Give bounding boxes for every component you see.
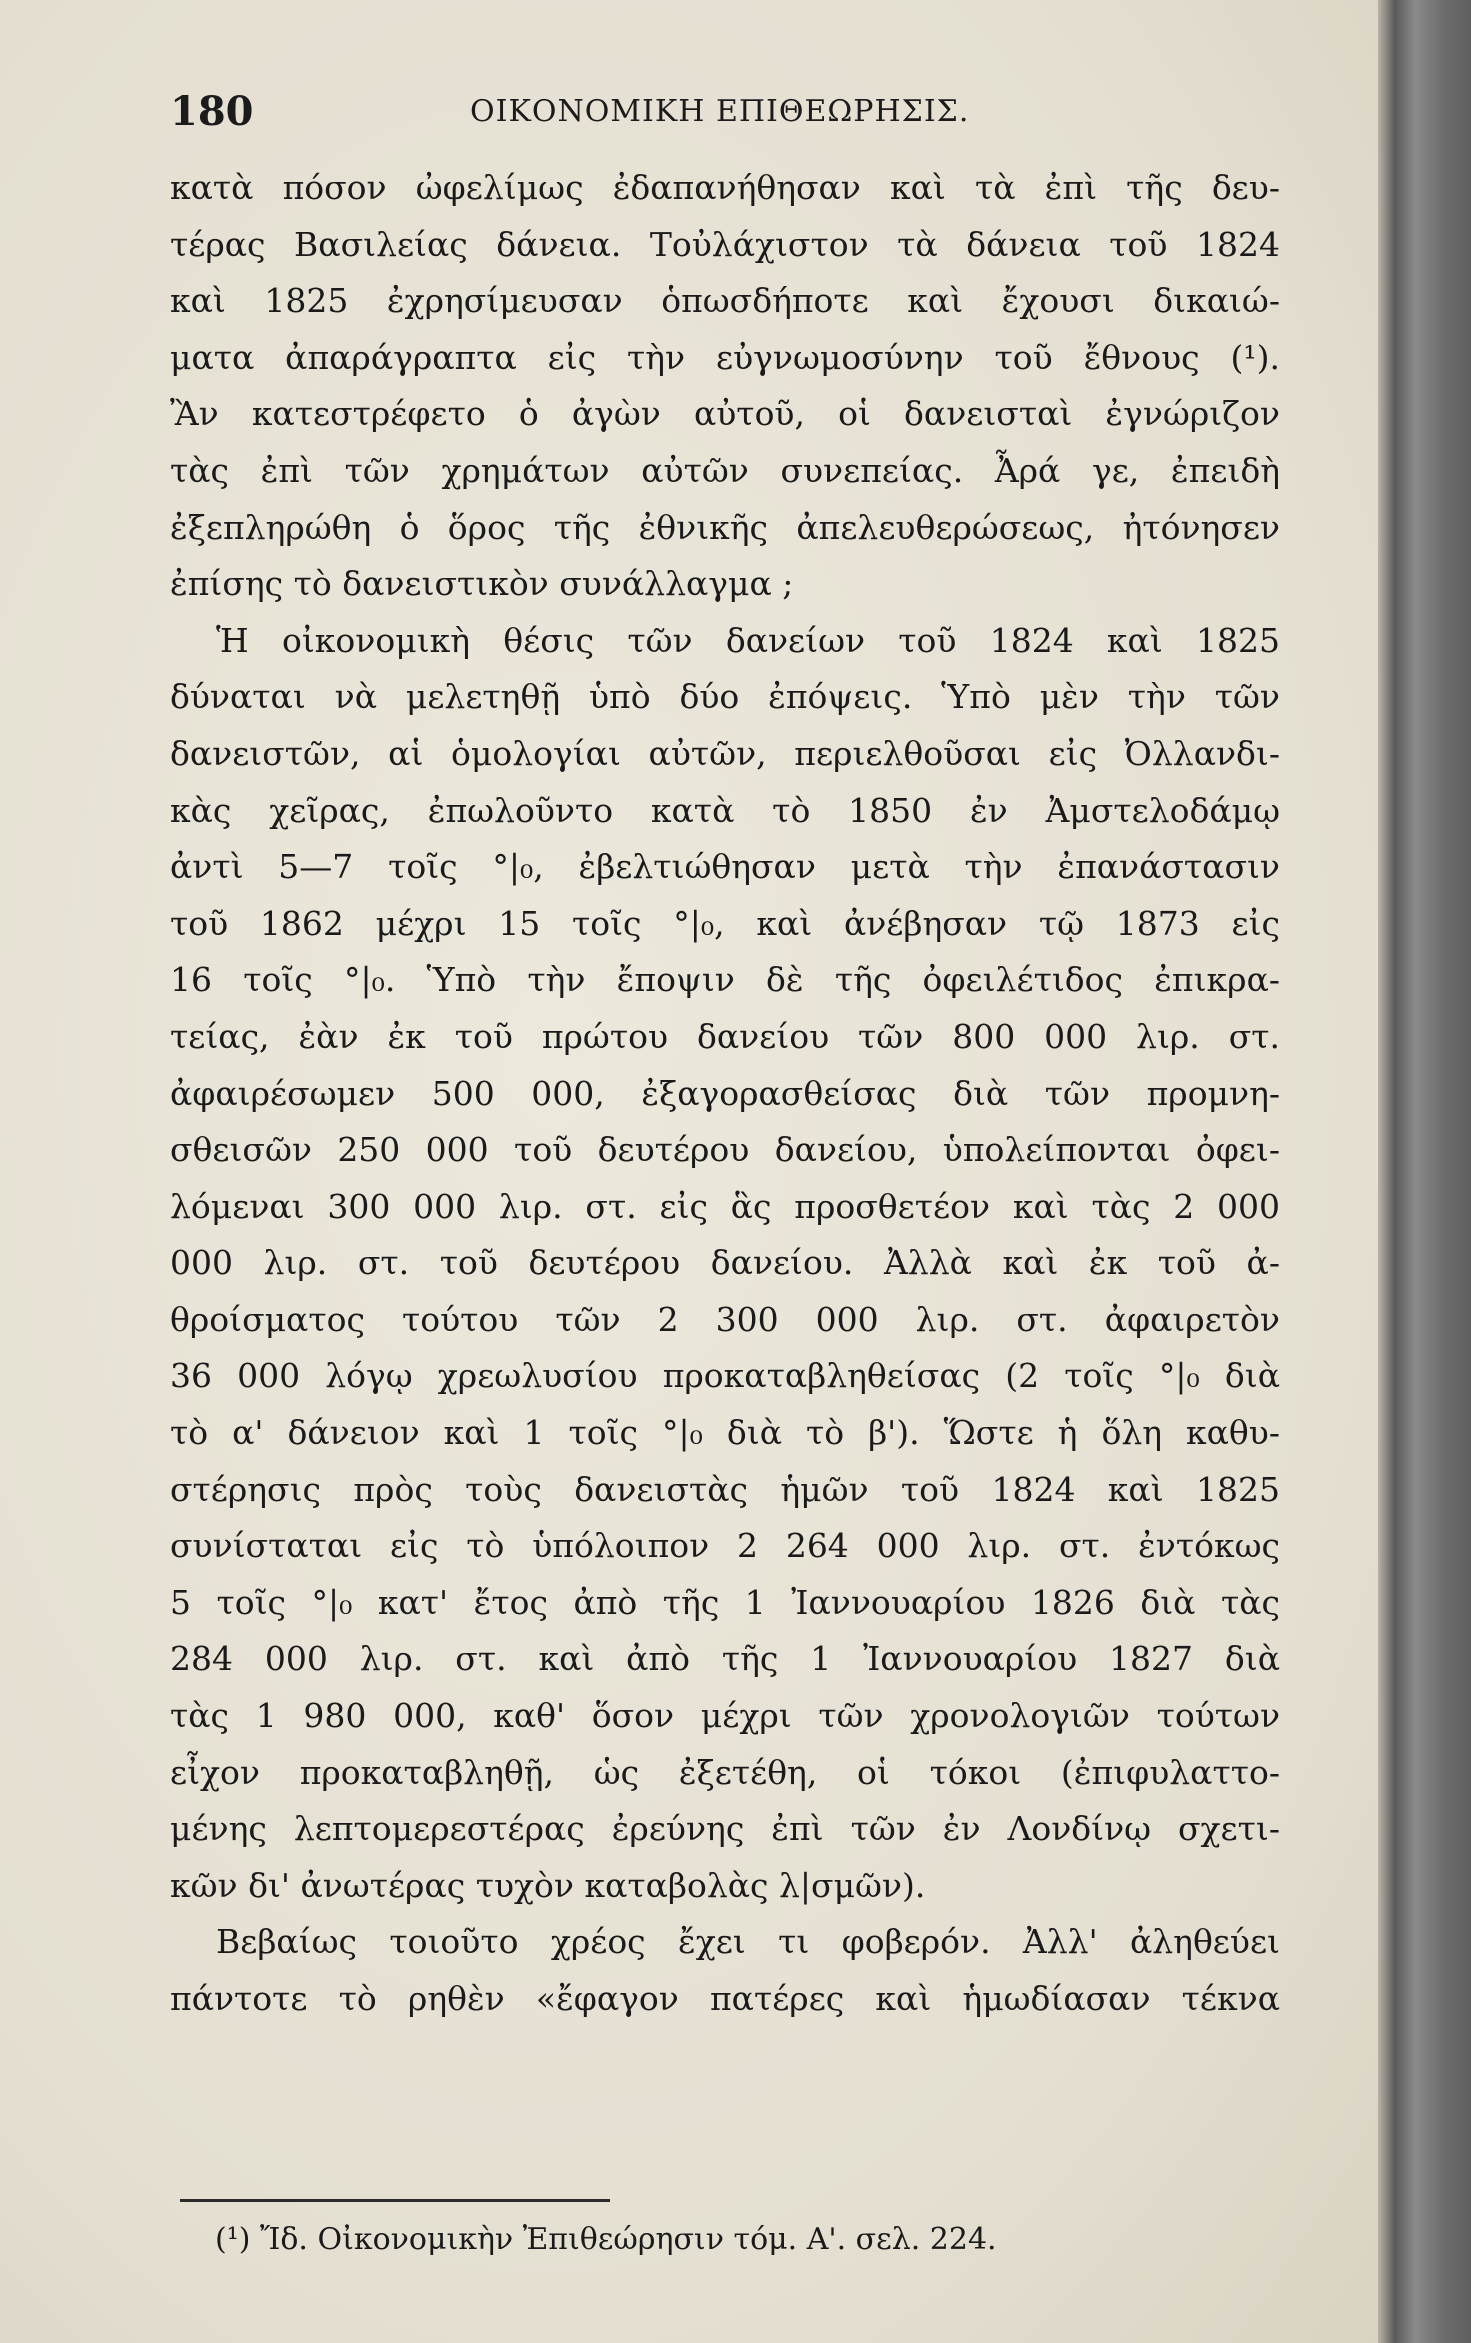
text-line: συνίσταται εἰς τὸ ὑπόλοιπον 2 264 000 λιρ. στ. ἐντόκως [170, 1526, 1280, 1566]
text-line: θροίσματος τούτου τῶν 2 300 000 λιρ. στ. ἀφαιρετὸν [170, 1299, 1280, 1339]
text-line: κατὰ πόσον ὠφελίμως ἐδαπανήθησαν καὶ τὰ ἐπὶ τῆς δευ- [170, 168, 1280, 207]
text-line: ἐξεπληρώθη ὁ ὅρος τῆς ἐθνικῆς ἀπελευθερώσεως, ἠτόνησεν [170, 507, 1280, 547]
text-line: στέρησις πρὸς τοὺς δανειστὰς ἡμῶν τοῦ 1824 καὶ 1825 [170, 1469, 1280, 1509]
text-line: κῶν δι' ἀνωτέρας τυχὸν καταβολὰς λ|σμῶν). [170, 1865, 926, 1905]
text-line: τὰς 1 980 000, καθ' ὅσον μέχρι τῶν χρονολογιῶν τούτων [170, 1696, 1280, 1736]
book-binding-edge [1378, 0, 1471, 2343]
text-line: Βεβαίως τοιοῦτο χρέος ἔχει τι φοβερόν. Ἀλλ' ἀληθεύει [216, 1922, 1280, 1962]
text-line: 16 τοῖς °|₀. Ὑπὸ τὴν ἔποψιν δὲ τῆς ὀφειλέτιδος ἐπικρα- [170, 960, 1280, 1000]
text-line: ἐπίσης τὸ δανειστικὸν συνάλλαγμα ; [170, 564, 794, 604]
text-line: 284 000 λιρ. στ. καὶ ἀπὸ τῆς 1 Ἰαννουαρίου 1827 διὰ [170, 1639, 1280, 1679]
text-line: εἶχον προκαταβληθῇ, ὡς ἐξετέθη, οἱ τόκοι (ἐπιφυλαττο- [170, 1752, 1280, 1792]
text-line: τὸ α' δάνειον καὶ 1 τοῖς °|₀ διὰ τὸ β'). Ὥστε ἡ ὅλη καθυ- [170, 1413, 1280, 1453]
text-line: 5 τοῖς °|₀ κατ' ἔτος ἀπὸ τῆς 1 Ἰαννουαρίου 1826 διὰ τὰς [170, 1582, 1280, 1622]
text-line: πάντοτε τὸ ρηθὲν «ἔφαγον πατέρες καὶ ἡμωδίασαν τέκνα [170, 1979, 1280, 2018]
text-line: σθεισῶν 250 000 τοῦ δευτέρου δανείου, ὑπολείπονται ὀφει- [170, 1130, 1280, 1170]
text-line: τείας, ἐὰν ἐκ τοῦ πρώτου δανείου τῶν 800 000 λιρ. στ. [170, 1016, 1280, 1056]
text-line: μένης λεπτομερεστέρας ἐρεύνης ἐπὶ τῶν ἐν Λονδίνῳ σχετι- [170, 1809, 1280, 1849]
page-header [170, 88, 1250, 148]
text-line: τὰς ἐπὶ τῶν χρημάτων αὐτῶν συνεπείας. Ἆρά γε, ἐπειδὴ [170, 450, 1280, 490]
page-number: 180 [170, 88, 254, 135]
footnote: (¹) Ἴδ. Οἰκονομικὴν Ἐπιθεώρησιν τόμ. Α'. σελ. 224. [215, 2222, 997, 2257]
text-line: τέρας Βασιλείας δάνεια. Τοὐλάχιστον τὰ δάνεια τοῦ 1824 [170, 224, 1280, 264]
text-line: ἀφαιρέσωμεν 500 000, ἐξαγορασθείσας διὰ τῶν προμνη- [170, 1073, 1280, 1113]
text-line: Ἂν κατεστρέφετο ὁ ἀγὼν αὐτοῦ, οἱ δανεισταὶ ἐγνώριζον [170, 394, 1280, 434]
text-line: ματα ἀπαράγραπτα εἰς τὴν εὐγνωμοσύνην τοῦ ἔθνους (¹). [170, 337, 1280, 377]
text-line: δύναται νὰ μελετηθῇ ὑπὸ δύο ἐπόψεις. Ὑπὸ μὲν τὴν τῶν [170, 677, 1280, 717]
text-line: λόμεναι 300 000 λιρ. στ. εἰς ἃς προσθετέον καὶ τὰς 2 000 [170, 1186, 1280, 1226]
text-line: δανειστῶν, αἱ ὁμολογίαι αὐτῶν, περιελθοῦσαι εἰς Ὀλλανδι- [170, 733, 1280, 773]
text-line: καὶ 1825 ἐχρησίμευσαν ὁπωσδήποτε καὶ ἔχουσι δικαιώ- [170, 281, 1280, 321]
text-line: τοῦ 1862 μέχρι 15 τοῖς °|₀, καὶ ἀνέβησαν τῷ 1873 εἰς [170, 903, 1280, 943]
text-line: 36 000 λόγῳ χρεωλυσίου προκαταβληθείσας (2 τοῖς °|₀ διὰ [170, 1356, 1280, 1396]
footnote-divider [180, 2199, 610, 2202]
text-line: 000 λιρ. στ. τοῦ δευτέρου δανείου. Ἀλλὰ καὶ ἐκ τοῦ ἀ- [170, 1243, 1280, 1283]
running-title: ΟΙΚΟΝΟΜΙΚΗ ΕΠΙΘΕΩΡΗΣΙΣ. [470, 94, 970, 129]
body-text [170, 160, 1280, 2028]
text-line: ἀντὶ 5—7 τοῖς °|₀, ἐβελτιώθησαν μετὰ τὴν ἐπανάστασιν [170, 847, 1280, 887]
text-line: κὰς χεῖρας, ἐπωλοῦντο κατὰ τὸ 1850 ἐν Ἀμστελοδάμῳ [170, 790, 1280, 830]
text-line: Ἡ οἰκονομικὴ θέσις τῶν δανείων τοῦ 1824 καὶ 1825 [216, 620, 1280, 660]
